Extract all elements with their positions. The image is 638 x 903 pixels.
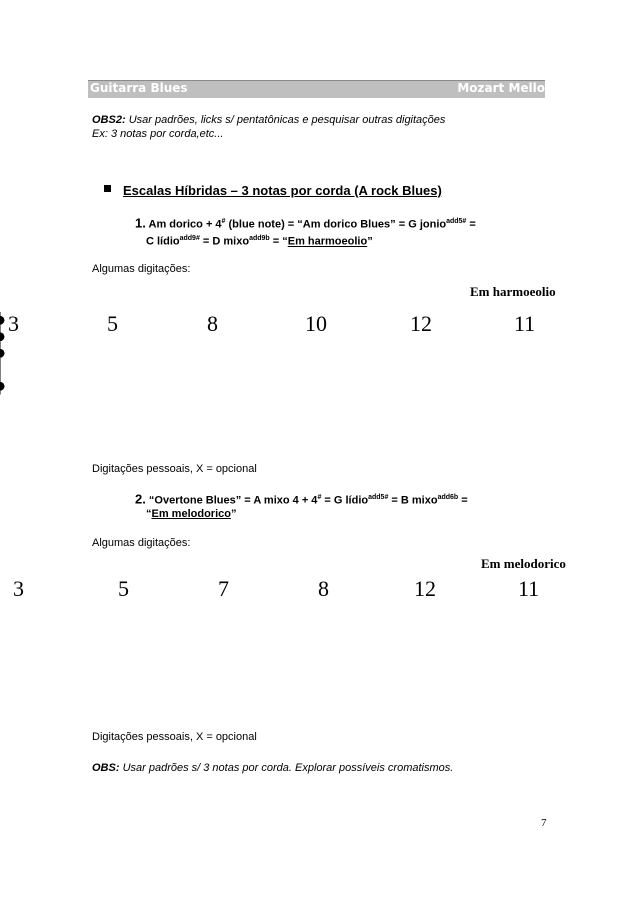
header-title: Guitarra Blues [90, 81, 188, 95]
fret-number: 3 [8, 311, 19, 336]
fret-number: 10 [305, 311, 327, 336]
item2-text-e: “ [146, 508, 152, 520]
item2-text-a: “Overtone Blues” = A mixo 4 + 4 [148, 494, 318, 507]
fret-number: 8 [318, 576, 329, 601]
group2-title: Em melodorico [481, 556, 566, 571]
item2-text-d: = [461, 494, 468, 507]
fret-number: 5 [107, 311, 118, 336]
page-number: 7 [541, 817, 547, 829]
pessoais-label-2: Digitações pessoais, X = opcional [92, 731, 257, 743]
fret-number: 11 [514, 311, 536, 336]
item1-number: 1. [135, 215, 146, 231]
note-dot [0, 349, 4, 358]
obs-text: Usar padrões s/ 3 notas por corda. Explorar possíveis cromatismos. [122, 762, 454, 774]
item2-text-g: ” [230, 508, 237, 520]
fret-number: 8 [207, 311, 218, 336]
item1-sup-e: add9b [249, 235, 270, 242]
item2-sup-a: # [317, 494, 322, 501]
item1-text-h: ” [367, 235, 373, 248]
fret-number: 3 [13, 576, 24, 601]
item1-sup-d: add9# [179, 235, 200, 242]
item2-sup-b: add5# [368, 494, 389, 501]
fret-number: 12 [410, 311, 432, 336]
item1-text-a: Am dorico + 4 [148, 218, 222, 231]
pessoais-label-1: Digitações pessoais, X = opcional [92, 463, 257, 475]
group1-title: Em harmoeolio [470, 284, 556, 299]
obs2-line2: Ex: 3 notas por corda,etc... [92, 128, 224, 140]
item1-text-b: (blue note) = “Am dorico Blues” = G jonio [228, 218, 447, 231]
item1-text-d: C lídio [146, 235, 180, 248]
item2-number: 2. [135, 491, 146, 507]
item1-sup-b: add5# [446, 218, 467, 225]
item1-text-e: = D mixo [202, 235, 250, 248]
item1-text-f: = “ [272, 235, 288, 248]
fret-number: 7 [218, 576, 229, 601]
section-title: Escalas Híbridas – 3 notas por corda (A rock Blues) [123, 183, 442, 198]
note-dot [0, 316, 4, 325]
fret-number: 5 [118, 576, 129, 601]
item1-sup-a: # [221, 218, 226, 225]
item1-scale-name: Em harmoeolio [287, 235, 368, 248]
item1-text-c: = [469, 218, 476, 231]
fret-number: 11 [518, 576, 540, 601]
header-author: Mozart Mello [457, 81, 545, 95]
fret-number: 12 [414, 576, 436, 601]
note-dot [0, 332, 4, 341]
item2-sup-c: add6b [437, 494, 459, 501]
note-dot [0, 382, 4, 391]
item2-scale-name: Em melodorico [151, 508, 231, 520]
obs2-label: OBS2: [92, 114, 126, 126]
item2-text-c: = B mixo [391, 494, 438, 507]
item2-text-b: = G lídio [324, 494, 369, 507]
algumas-label-2: Algumas digitações: [92, 537, 191, 549]
obs2-line1: Usar padrões, licks s/ pentatônicas e pesquisar outras digitações [128, 114, 446, 126]
algumas-label-1: Algumas digitações: [92, 263, 191, 275]
obs-label: OBS: [92, 762, 120, 774]
